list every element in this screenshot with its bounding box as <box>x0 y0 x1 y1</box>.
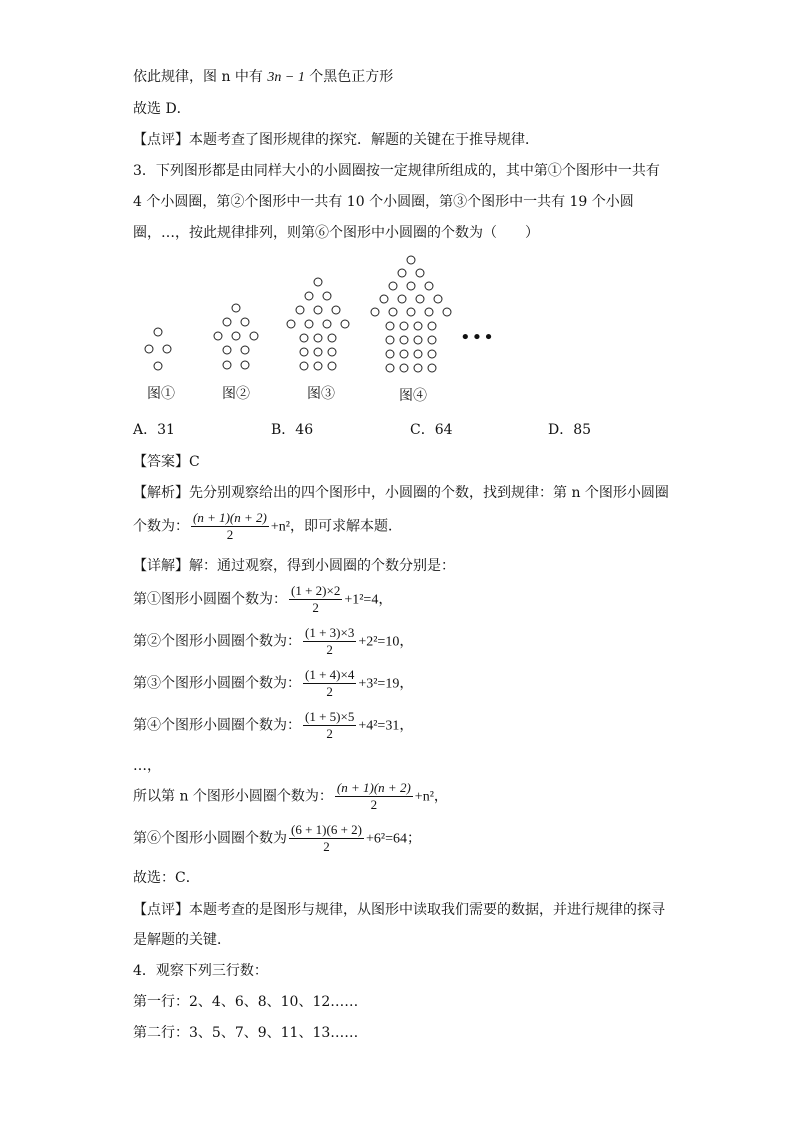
q4-stem: 4．观察下列三行数： <box>133 963 268 979</box>
q3-stem-line1: 3．下列图形都是由同样大小的小圆圈按一定规律所组成的，其中第①个图形中一共有 <box>133 163 660 179</box>
option-d: D．85 <box>548 422 592 438</box>
so-general: 所以第 n 个图形小圆圈个数为： $\frac{(n + 1)(n + 2)}{2}$ +n²， <box>133 780 448 812</box>
q4-row1: 第一行：2、4、6、8、10、12…… <box>133 994 359 1010</box>
choose-d: 故选 D． <box>133 101 191 117</box>
sixth-figure: 第⑥个图形小圆圈个数为 $\frac{(6 + 1)(6 + 2)}{2}$ +6²=64； <box>133 822 421 854</box>
figure-3-label: 图③ <box>307 386 335 402</box>
step-2: 第②个图形小圆圈个数为： $\frac{(1 + 3)\times 3}{2}$ +2²=10， <box>133 625 414 657</box>
figure-2-label: 图② <box>222 386 250 402</box>
analysis-line1: 【解析】先分别观察给出的四个图形中，小圆圈的个数，找到规律：第 n 个图形小圆圈 <box>133 485 669 501</box>
comment-line1: 【点评】本题考查的是图形与规律，从图形中读取我们需要的数据，并进行规律的探寻 <box>133 902 665 918</box>
comment-line2: 是解题的关键． <box>133 932 231 948</box>
step-1: 第①图形小圆圈个数为： $\frac{(1 + 2)\times 2}{2}$ +1²=4， <box>133 583 393 615</box>
option-a: A．31 <box>133 422 175 438</box>
figure-1 <box>145 328 171 370</box>
step-4: 第④个图形小圆圈个数为： $\frac{(1 + 5)\times 5}{2}$ +4²=31， <box>133 709 414 741</box>
q4-row2: 第二行：3、5、7、9、11、13…… <box>133 1025 359 1041</box>
circle-pattern-figures <box>0 250 794 380</box>
comment-top: 【点评】本题考查了图形规律的探究．解题的关键在于推导规律． <box>133 132 539 148</box>
general-fraction: $\frac{(n + 1)(n + 2)}{2}$ <box>193 510 267 542</box>
figure-4 <box>371 256 451 372</box>
detail-intro: 【详解】解：通过观察，得到小圆圈的个数分别是： <box>133 558 455 574</box>
option-c: C．64 <box>410 422 453 438</box>
step-3: 第③个图形小圆圈个数为： $\frac{(1 + 4)\times 4}{2}$ +3²=19， <box>133 667 414 699</box>
answer: 【答案】C <box>133 454 200 470</box>
analysis-line2: 个数为： $\frac{(n + 1)(n + 2)}{2}$ +n²，即可求解本题． <box>133 510 402 542</box>
option-b: B．46 <box>271 422 314 438</box>
figure-1-label: 图① <box>147 386 175 402</box>
q3-stem-line3: 圈，…，按此规律排列，则第⑥个图形中小圆圈的个数为（ ） <box>133 225 539 241</box>
figure-4-label: 图④ <box>399 388 427 404</box>
rule-conclusion: 依此规律，图 n 中有 3n − 1 个黑色正方形 <box>133 69 394 85</box>
choose-c: 故选：C． <box>133 870 200 886</box>
step-ellipsis: …， <box>133 758 161 774</box>
q3-stem-line2: 4 个小圆圈，第②个图形中一共有 10 个小圆圈，第③个图形中一共有 19 个小圆 <box>133 194 634 210</box>
figures-ellipsis: ••• <box>460 327 495 348</box>
figure-2 <box>214 304 258 369</box>
figure-3 <box>287 278 349 370</box>
